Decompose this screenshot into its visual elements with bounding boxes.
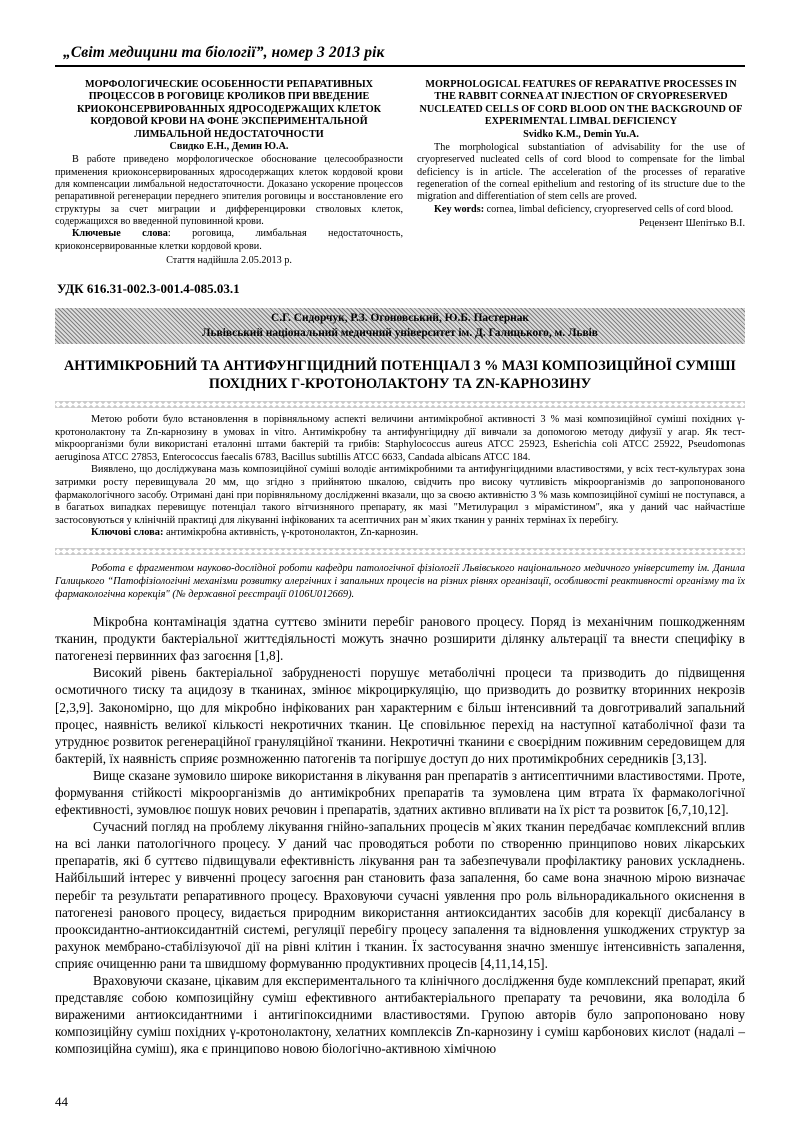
running-head: „Світ медицини та біології”, номер 3 2013 рік — [63, 44, 385, 61]
article-keywords-label: Ключові слова: — [91, 527, 164, 539]
reviewer-line: Рецензент Шепітько В.І. — [638, 217, 745, 229]
author-affiliation-band — [55, 308, 745, 344]
abstract-keywords-text-russian: : роговица, лимбальная недостаточность, криоконсервированные клетки кордовой крови. — [55, 228, 403, 252]
abstract-keywords-russian — [55, 228, 403, 253]
article-received-date: Стаття надійшла 2.05.2013 р. — [166, 254, 292, 266]
article-keywords — [55, 527, 745, 540]
body-paragraph: Високий рівень бактеріальної забрудненості порушує метаболічні процеси та призводить до підвищення осмотичного тиску та ацидозу в тканинах, змінює мікроциркуляцію, що призводить до розвитку вторинних некрозів [2,3,9]. Закономірно, що для мікробно інфікованих ран характерним є більш інтенсивний та довготривалий запальний процес, наявність великої кількості некротичних тканин. Це сповільнює перехід на наступної катаболічної фази та утруднює розвиток регенераційної грануляційної тканини. Некротичні тканини є своєрідним поживним середовищем для бактерій, їх наявність сприяє розмноженню патогенів та погіршує доступ до них протимікробних середників [3,13]. — [55, 665, 745, 766]
zigzag-divider-top — [55, 401, 745, 408]
article-keywords-text: антимікробна активність, γ-кротонолактон, Zn-карнозин. — [163, 527, 419, 539]
abstract-column-russian — [55, 79, 403, 267]
zigzag-divider-bottom — [55, 548, 745, 555]
abstract-keywords-label-russian: Ключевые слова — [72, 228, 168, 240]
abstract-title-russian: МОРФОЛОГИЧЕСКИЕ ОСОБЕННОСТИ РЕПАРАТИВНЫХ ПРОЦЕССОВ В РОГОВИЦЕ КРОЛИКОВ ПРИ ВВЕДЕНИЕ КРИОКОНСЕРВИРОВАННЫХ ЯДРОСОДЕРЖАЩИХ КЛЕТОК КОРДОВОЙ КРОВИ НА ФОНЕ ЭКСПЕРИМЕНТАЛЬНОЙ ЛИМБАЛЬНОЙ НЕДОСТАТОЧНОСТИ — [76, 79, 382, 140]
abstract-body-russian: В работе приведено морфологическое обоснование целесообразности применения криоконсервированных ядросодержащих клеток кордовой крови для компенсации лимбальной недостаточности. Доказано ускорение процессов репаративной регенерации переднего эпителия роговицы и восстановление его структуры за счет миграции и дифференцировки стволовых клеток, содержащихся во введенной пуповинной крови. — [55, 154, 403, 227]
abstract-title-english: MORPHOLOGICAL FEATURES OF REPARATIVE PROCESSES IN THE RABBIT CORNEA AT INJECTION OF CRYOPRESERVED NUCLEATED CELLS OF CORD BLOOD ON THE BACKGROUND OF EXPERIMENTAL LIMBAL DEFICIENCY — [419, 79, 743, 128]
bilingual-abstract-block — [55, 79, 745, 267]
abstract-authors-russian: Свидко Е.Н., Демин Ю.А. — [169, 141, 289, 153]
abstract-keywords-english — [417, 204, 745, 216]
udk-code: УДК 616.31-002.3-001.4-085.03.1 — [57, 281, 240, 297]
body-paragraph: Враховуючи сказане, цікавим для експериментального та клінічного дослідження буде комплексний препарат, який представляє собою композиційну суміш ефективного антибактеріального препарату та речовини, яка володіла б вираженими антиоксидантними і антигіпоксидними властивостями. Групою авторів було запропоновано нову композиційну суміш похідних γ-кротонолактону, хелатних комплексів Zn-карнозину і суміш карбонових кислот (надалі – композиційна суміш), яка є принципово новою біологічно-активною хімічною — [55, 973, 745, 1057]
abstract-keywords-text-english: cornea, limbal deficiency, cryopreserved cells of cord blood. — [484, 203, 734, 215]
article-affiliation: Львівський національний медичний університет ім. Д. Галицького, м. Львів — [202, 327, 598, 340]
abstract-body-english: The morphological substantiation of advisability for the use of cryopreserved nucleated cells of cord blood to compensate for the limbal deficiency is in article. The acceleration of the processes of reparative regeneration of the corneal epithelium and restoring of its structure due to the migration and differentiation of stem cells are proved. — [417, 142, 745, 203]
abstract-column-english — [417, 79, 745, 267]
page-number: 44 — [55, 1094, 68, 1109]
abstract-authors-english: Svidko K.M., Demin Yu.A. — [523, 128, 639, 140]
running-head-rule — [55, 65, 745, 67]
article-title: АНТИМІКРОБНИЙ ТА АНТИФУНГІЦИДНИЙ ПОТЕНЦІАЛ 3 % МАЗІ КОМПОЗИЦІЙНОЇ СУМІШІ ПОХІДНИХ Г-КРОТОНОЛАКТОНУ ТА ZN-КАРНОЗИНУ — [64, 358, 736, 393]
research-program-note: Робота є фрагментом науково-дослідної роботи кафедри патологічної фізіології Львівського національного медичного університету ім. Данила Галицького “Патофізіологічні механізми розвитку алергічних і запальних процесів на різних рівнях організації, особливості реактивності організму та їх фармакологічна корекція" (№ державної реєстрації 0106U012669). — [55, 563, 745, 601]
body-paragraph: Мікробна контамінація здатна суттєво змінити перебіг ранового процесу. Поряд із механічним пошкодженням тканин, продукти бактеріальної життєдіяльності можуть значно розширити ділянку альтерації та внести специфіку в патогенезі первинних фаз загоєння [1,8]. — [55, 614, 745, 664]
body-paragraph: Сучасний погляд на проблему лікування гнійно-запальних процесів м`яких тканин передбачає комплексний вплив на всі ланки патологічного процесу. У даний час проводяться роботи по створенню принципово нових лікарських препаратів, які б суттєво підвищували ефективність лікування ран та забезпечували профілактику ранових ускладнень. Найбільший інтерес у вивченні процесу загоєння ран становить фаза запалення, бо саме вона значною мірою визначає перебіг та результати репаративного процесу. Враховуючи сучасні уявлення про роль вільнорадикального окиснення в патогенезі ранового процесу, видається природним використання антиоксидантих засобів для корекції дисбалансу в прооксидантно-антиоксидантній системі, регуляції перебігу процесу запалення та відновлення ушкоджених структур за рахунок мембрано-стабілізуючої дії на рівні клітин і тканин. Їх застосування значно зменшує інтенсивність запалення, сприяє очищенню рани та швидшому формуванню продуктивних процесів [4,11,14,15]. — [55, 819, 745, 971]
article-abstract-paragraph-2: Виявлено, що досліджувана мазь композиційної суміші володіє антимікробними та антифунгіцидними властивостями, у всіх тест-культурах зона затримки росту перевищувала 20 мм, що згідно з прийнятою шкалою, свідчить про високу чутливість мікроорганізмів до запропонованого фармакологічного засобу. Отримані дані при порівняльному дослідженні вказали, що за своєю активністю 3 % мазь композиційної суміші не поступався, а в багатьох випадках перевищує потенціал такого вітчизняного препарату, як мазі "Метилурацил з мірамістином", яка у даний час найчастіше застосовуються у клінічній практиці для лікуванні інфікованих та асептичних ран м`яких тканин у ранніх термінах їх перебігу. — [55, 464, 745, 526]
article-abstract-paragraph-1: Метою роботи було встановлення в порівняльному аспекті величини антимікробної активності 3 % мазі композиційної суміші похідних γ-кротонолактону та Zn-карнозину в умовах in vitro. Антимікробну та антифунгіцидну дії вивчали за допомогою методу дифузії у агар. Як тест-мікроорганізми були використані еталонні штами бактерій та грибів: Staphylococcus aureus ATCC 25923, Esherichia coli ATCC 25922, Pseudomonas aeruginosa ATCC 27853, Enterococcus faecalis 6783, Bacillus subtillis ATCC 6633, Candada albicans ATCC 184. — [55, 414, 745, 463]
abstract-keywords-label-english: Key words: — [434, 203, 485, 215]
article-authors: С.Г. Сидорчук, Р.З. Огоновський, Ю.Б. Пастернак — [271, 312, 529, 325]
article-body — [55, 613, 745, 1057]
body-paragraph: Вище сказане зумовило широке використання в лікування ран препаратів з антисептичними властивостями. Проте, формування стійкості мікроорганізмів до антимікробних препаратів та зумовлена цим втрата їх фармакологічної ефективності, зумовлює пошук нових речовин і препаратів, здатних активно впливати на їх ріст та розвиток [6,7,10,12]. — [55, 767, 745, 818]
